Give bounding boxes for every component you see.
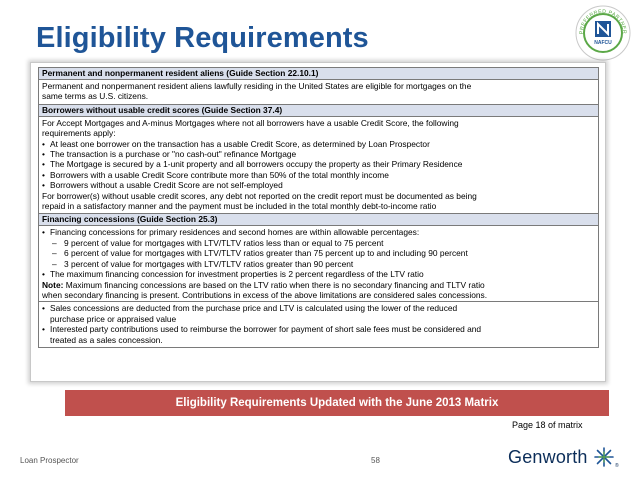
bullet-item: • Borrowers without a usable Credit Score are not self-employed [42,180,595,190]
bullet-item: • The transaction is a purchase or "no cash-out" refinance Mortgage [42,149,595,159]
bullet-continuation: purchase price or appraised value [50,313,177,324]
update-banner: Eligibility Requirements Updated with the June 2013 Matrix [65,390,609,416]
section-heading-financing-concessions: Financing concessions (Guide Section 25.3) [38,213,599,226]
bullet-item: • Financing concessions for primary residences and second homes are within allowable percentages: [42,227,595,237]
section-heading-credit-scores: Borrowers without usable credit scores (Guide Section 37.4) [38,104,599,117]
bullet-continuation: treated as a sales concession. [50,334,163,345]
genworth-star-icon [592,446,620,468]
genworth-logo [508,446,620,468]
text-line: same terms as U.S. citizens. [42,91,149,102]
note-text: Maximum financing concessions are based on the LTV ratio when there is no secondary financing and TLTV ratio [63,279,485,290]
text-line: repaid in a satisfactory manner and the payment must be included in the total monthly debt-to-income ratio [42,201,437,212]
registered-mark: ® [614,463,619,468]
sub-bullet-item: – 3 percent of value for mortgages with LTV/TLTV ratios greater than 90 percent [42,259,595,269]
page-reference: Page 18 of matrix [512,420,583,430]
text-line: For Accept Mortgages and A-minus Mortgages where not all borrowers have a usable Credit Score, the following [42,117,459,128]
slide-title: Eligibility Requirements [36,22,369,54]
bullet-item: • Borrowers with a usable Credit Score contribute more than 50% of the total monthly income [42,170,595,180]
bullet-item: • At least one borrower on the transaction has a usable Credit Score, as determined by Loan Prospector [42,139,595,149]
nafcu-preferred-partner-seal-icon [574,4,632,62]
badge-arc-text: PREFERRED PARTNER [578,8,628,35]
nafcu-preferred-partner-badge [574,4,632,62]
sub-bullet-item: – 9 percent of value for mortgages with LTV/TLTV ratios less than or equal to 75 percent [42,238,595,248]
bullet-item: • The Mortgage is secured by a 1-unit property and all borrowers occupy the property as their Primary Residence [42,159,595,169]
section-body-credit-scores [38,117,599,214]
badge-bottom-text: NAFCU [594,40,612,46]
bullet-item: • The maximum financing concession for investment properties is 2 percent regardless of the LTV ratio [42,269,595,279]
section-body-resident-aliens [38,80,599,104]
bullet-item: • Sales concessions are deducted from the purchase price and LTV is calculated using the lower of the reduced [42,303,595,313]
note-label: Note: [42,279,64,290]
text-line: Permanent and nonpermanent resident aliens lawfully residing in the United States are eligible for mortgages on the [42,81,472,91]
footer-product-name: Loan Prospector [20,456,79,465]
section-heading-resident-aliens: Permanent and nonpermanent resident aliens (Guide Section 22.10.1) [38,67,599,80]
section-body-financing-concessions [38,226,599,347]
bullet-item: • Interested party contributions used to reimburse the borrower for payment of short sale fees must be considered and [42,324,595,334]
sub-bullet-item: – 6 percent of value for mortgages with LTV/TLTV ratios greater than 75 percent up to and including 90 percent [42,248,595,258]
text-line: requirements apply: [42,128,116,139]
text-line: For borrower(s) without usable credit scores, any debt not reported on the credit report must be documented as being [42,190,477,201]
section-divider [39,301,598,302]
matrix-document-excerpt [30,62,606,382]
text-line: when secondary financing is present. Contributions in excess of the above limitations are considered sales concessions. [42,289,488,300]
note-line [42,280,595,290]
genworth-logo-text: Genworth [508,446,588,467]
slide-number: 58 [371,456,380,465]
